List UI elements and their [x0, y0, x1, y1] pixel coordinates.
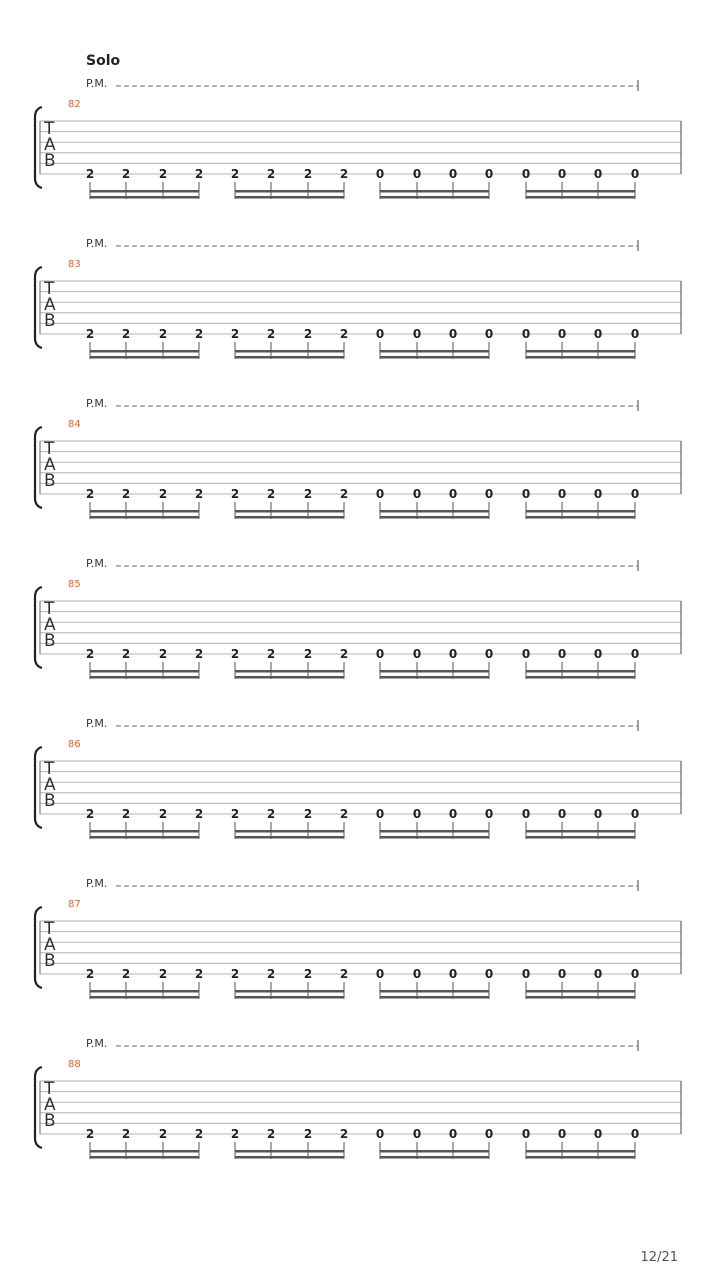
tab-note: 2: [339, 327, 349, 341]
tab-note: 0: [412, 807, 422, 821]
tab-note: 0: [521, 807, 531, 821]
tab-note: 0: [557, 167, 567, 181]
note-beam: [90, 830, 199, 833]
note-beam: [235, 676, 344, 679]
tab-note: 0: [448, 807, 458, 821]
palm-mute-label: P.M.: [86, 397, 108, 410]
note-beam: [526, 1156, 635, 1159]
tab-clef-letter: B: [44, 791, 56, 811]
tab-note: 2: [85, 327, 95, 341]
note-beam: [526, 996, 635, 999]
note-beam: [90, 996, 199, 999]
measure-number: 87: [68, 899, 81, 910]
tab-note: 0: [448, 327, 458, 341]
tab-note: 0: [593, 167, 603, 181]
section-label: Solo: [86, 53, 121, 69]
tab-note: 2: [85, 647, 95, 661]
note-beam: [90, 1156, 199, 1159]
palm-mute-label: P.M.: [86, 77, 108, 90]
tab-note: 0: [412, 647, 422, 661]
tab-note: 2: [158, 1127, 168, 1141]
tab-note: 2: [194, 807, 204, 821]
tab-note: 0: [412, 327, 422, 341]
tab-note: 0: [448, 1127, 458, 1141]
tab-note: 2: [266, 487, 276, 501]
note-beam: [380, 1156, 489, 1159]
tab-note: 0: [484, 967, 494, 981]
tab-note: 2: [230, 1127, 240, 1141]
tab-note: 2: [158, 487, 168, 501]
tab-note: 2: [194, 647, 204, 661]
tab-note: 2: [266, 327, 276, 341]
tab-note: 0: [375, 1127, 385, 1141]
tab-note: 0: [557, 807, 567, 821]
tab-system: [35, 717, 681, 839]
tab-note: 0: [448, 167, 458, 181]
tab-note: 0: [630, 167, 640, 181]
note-beam: [380, 196, 489, 199]
tab-clef-letter: A: [44, 775, 56, 795]
tab-note: 2: [194, 967, 204, 981]
note-beam: [526, 670, 635, 673]
tab-clef-letter: T: [44, 759, 55, 779]
tab-note: 0: [448, 487, 458, 501]
tab-note: 2: [266, 167, 276, 181]
tab-note: 2: [85, 487, 95, 501]
note-beam: [526, 990, 635, 993]
tab-note: 0: [593, 807, 603, 821]
tab-note: 2: [121, 487, 131, 501]
tab-note: 0: [375, 807, 385, 821]
tab-note: 2: [158, 167, 168, 181]
tab-note: 2: [339, 487, 349, 501]
tab-note: 2: [158, 647, 168, 661]
note-beam: [90, 1150, 199, 1153]
tab-note: 2: [339, 167, 349, 181]
tab-system: [35, 877, 681, 999]
tab-note: 2: [339, 647, 349, 661]
note-beam: [380, 516, 489, 519]
tab-note: 2: [303, 967, 313, 981]
note-beam: [380, 190, 489, 193]
note-beam: [526, 516, 635, 519]
note-beam: [90, 356, 199, 359]
tab-clef-letter: T: [44, 919, 55, 939]
note-beam: [380, 836, 489, 839]
note-beam: [380, 510, 489, 513]
tab-note: 0: [630, 647, 640, 661]
system-bracket: [35, 267, 42, 348]
tab-note: 2: [194, 1127, 204, 1141]
tab-note: 0: [593, 1127, 603, 1141]
system-bracket: [35, 1067, 42, 1148]
tab-note: 2: [339, 807, 349, 821]
note-beam: [380, 670, 489, 673]
tab-note: 0: [484, 647, 494, 661]
measure-number: 85: [68, 579, 81, 590]
measure-number: 84: [68, 419, 81, 430]
tab-note: 0: [484, 327, 494, 341]
note-beam: [235, 996, 344, 999]
tab-note: 0: [630, 807, 640, 821]
measure-number: 83: [68, 259, 81, 270]
system-bracket: [35, 907, 42, 988]
tab-clef-letter: T: [44, 1079, 55, 1099]
tab-note: 0: [521, 487, 531, 501]
tab-note: 2: [303, 327, 313, 341]
tab-note: 0: [521, 167, 531, 181]
tab-note: 2: [194, 327, 204, 341]
note-beam: [380, 350, 489, 353]
note-beam: [90, 836, 199, 839]
system-bracket: [35, 587, 42, 668]
tab-note: 0: [630, 487, 640, 501]
tab-clef-letter: A: [44, 455, 56, 475]
tab-note: 2: [303, 1127, 313, 1141]
tab-note: 0: [557, 647, 567, 661]
tab-note: 2: [85, 967, 95, 981]
tab-note: 2: [303, 487, 313, 501]
tab-note: 0: [484, 807, 494, 821]
tab-note: 2: [121, 647, 131, 661]
measure-number: 82: [68, 99, 81, 110]
palm-mute-label: P.M.: [86, 557, 108, 570]
tab-note: 0: [412, 1127, 422, 1141]
tab-note: 0: [630, 327, 640, 341]
tab-system: [35, 237, 681, 359]
palm-mute-label: P.M.: [86, 717, 108, 730]
note-beam: [235, 510, 344, 513]
note-beam: [235, 830, 344, 833]
tab-note: 2: [85, 1127, 95, 1141]
note-beam: [526, 350, 635, 353]
tab-note: 2: [158, 327, 168, 341]
tab-note: 0: [448, 647, 458, 661]
tab-note: 0: [557, 1127, 567, 1141]
tab-clef-letter: A: [44, 295, 56, 315]
tab-note: 0: [593, 647, 603, 661]
tab-note: 2: [194, 167, 204, 181]
tab-clef-letter: A: [44, 135, 56, 155]
tab-note: 2: [266, 647, 276, 661]
note-beam: [380, 356, 489, 359]
palm-mute-label: P.M.: [86, 237, 108, 250]
note-beam: [380, 996, 489, 999]
tab-note: 2: [194, 487, 204, 501]
tab-clef-letter: B: [44, 631, 56, 651]
measure-number: 88: [68, 1059, 81, 1070]
tab-note: 2: [230, 327, 240, 341]
tab-note: 0: [593, 327, 603, 341]
tab-note: 0: [375, 487, 385, 501]
tab-note: 0: [593, 487, 603, 501]
tab-note: 2: [85, 167, 95, 181]
tab-note: 0: [412, 167, 422, 181]
tab-note: 0: [630, 1127, 640, 1141]
note-beam: [90, 196, 199, 199]
note-beam: [380, 1150, 489, 1153]
tab-note: 2: [339, 1127, 349, 1141]
tab-note: 0: [521, 327, 531, 341]
tab-note: 2: [121, 807, 131, 821]
tab-clef-letter: T: [44, 599, 55, 619]
tab-clef-letter: A: [44, 935, 56, 955]
note-beam: [90, 510, 199, 513]
tab-note: 2: [339, 967, 349, 981]
tab-note: 0: [375, 327, 385, 341]
note-beam: [90, 350, 199, 353]
tab-note: 0: [557, 967, 567, 981]
note-beam: [526, 510, 635, 513]
note-beam: [526, 190, 635, 193]
note-beam: [235, 356, 344, 359]
palm-mute-label: P.M.: [86, 1037, 108, 1050]
tab-note: 2: [230, 967, 240, 981]
note-beam: [235, 990, 344, 993]
note-beam: [90, 990, 199, 993]
tab-note: 0: [484, 1127, 494, 1141]
note-beam: [380, 990, 489, 993]
tab-note: 2: [121, 967, 131, 981]
page-number: 12/21: [640, 1250, 678, 1265]
tab-system: [35, 557, 681, 679]
tab-note: 0: [521, 1127, 531, 1141]
tab-note: 2: [158, 967, 168, 981]
note-beam: [526, 830, 635, 833]
tab-note: 2: [121, 167, 131, 181]
tab-note: 0: [557, 327, 567, 341]
note-beam: [235, 836, 344, 839]
tab-clef-letter: A: [44, 1095, 56, 1115]
tab-note: 0: [375, 967, 385, 981]
note-beam: [235, 196, 344, 199]
note-beam: [526, 196, 635, 199]
tab-note: 2: [303, 167, 313, 181]
tab-note: 0: [484, 167, 494, 181]
tab-note: 2: [230, 167, 240, 181]
tab-note: 2: [266, 807, 276, 821]
tab-clef-letter: B: [44, 471, 56, 491]
system-bracket: [35, 747, 42, 828]
tab-clef-letter: T: [44, 119, 55, 139]
note-beam: [90, 670, 199, 673]
tab-note: 0: [557, 487, 567, 501]
tab-note: 2: [303, 647, 313, 661]
note-beam: [380, 830, 489, 833]
note-beam: [235, 350, 344, 353]
tab-system: [35, 397, 681, 519]
tab-note: 2: [230, 807, 240, 821]
note-beam: [90, 516, 199, 519]
tab-clef-letter: T: [44, 439, 55, 459]
note-beam: [235, 516, 344, 519]
tab-note: 2: [266, 1127, 276, 1141]
tab-note: 0: [412, 967, 422, 981]
tab-note: 0: [593, 967, 603, 981]
note-beam: [380, 676, 489, 679]
tab-note: 0: [412, 487, 422, 501]
note-beam: [90, 676, 199, 679]
tab-note: 0: [375, 647, 385, 661]
tab-clef-letter: B: [44, 311, 56, 331]
tab-note: 0: [521, 967, 531, 981]
tab-clef-letter: B: [44, 951, 56, 971]
note-beam: [526, 1150, 635, 1153]
note-beam: [526, 356, 635, 359]
tab-note: 0: [484, 487, 494, 501]
tab-clef-letter: T: [44, 279, 55, 299]
note-beam: [235, 1150, 344, 1153]
tab-note: 2: [85, 807, 95, 821]
system-bracket: [35, 427, 42, 508]
tab-system: [35, 1037, 681, 1159]
tab-note: 2: [230, 487, 240, 501]
tab-note: 0: [448, 967, 458, 981]
system-bracket: [35, 107, 42, 188]
tab-note: 2: [303, 807, 313, 821]
tab-system: [35, 77, 681, 199]
tab-note: 2: [266, 967, 276, 981]
tab-note: 2: [121, 327, 131, 341]
tab-note: 2: [158, 807, 168, 821]
tab-note: 2: [230, 647, 240, 661]
tab-clef-letter: A: [44, 615, 56, 635]
palm-mute-label: P.M.: [86, 877, 108, 890]
tab-clef-letter: B: [44, 1111, 56, 1131]
note-beam: [526, 836, 635, 839]
note-beam: [526, 676, 635, 679]
note-beam: [90, 190, 199, 193]
measure-number: 86: [68, 739, 81, 750]
tab-clef-letter: B: [44, 151, 56, 171]
tab-note: 2: [121, 1127, 131, 1141]
note-beam: [235, 1156, 344, 1159]
tab-note: 0: [630, 967, 640, 981]
note-beam: [235, 190, 344, 193]
tab-note: 0: [521, 647, 531, 661]
note-beam: [235, 670, 344, 673]
tab-note: 0: [375, 167, 385, 181]
